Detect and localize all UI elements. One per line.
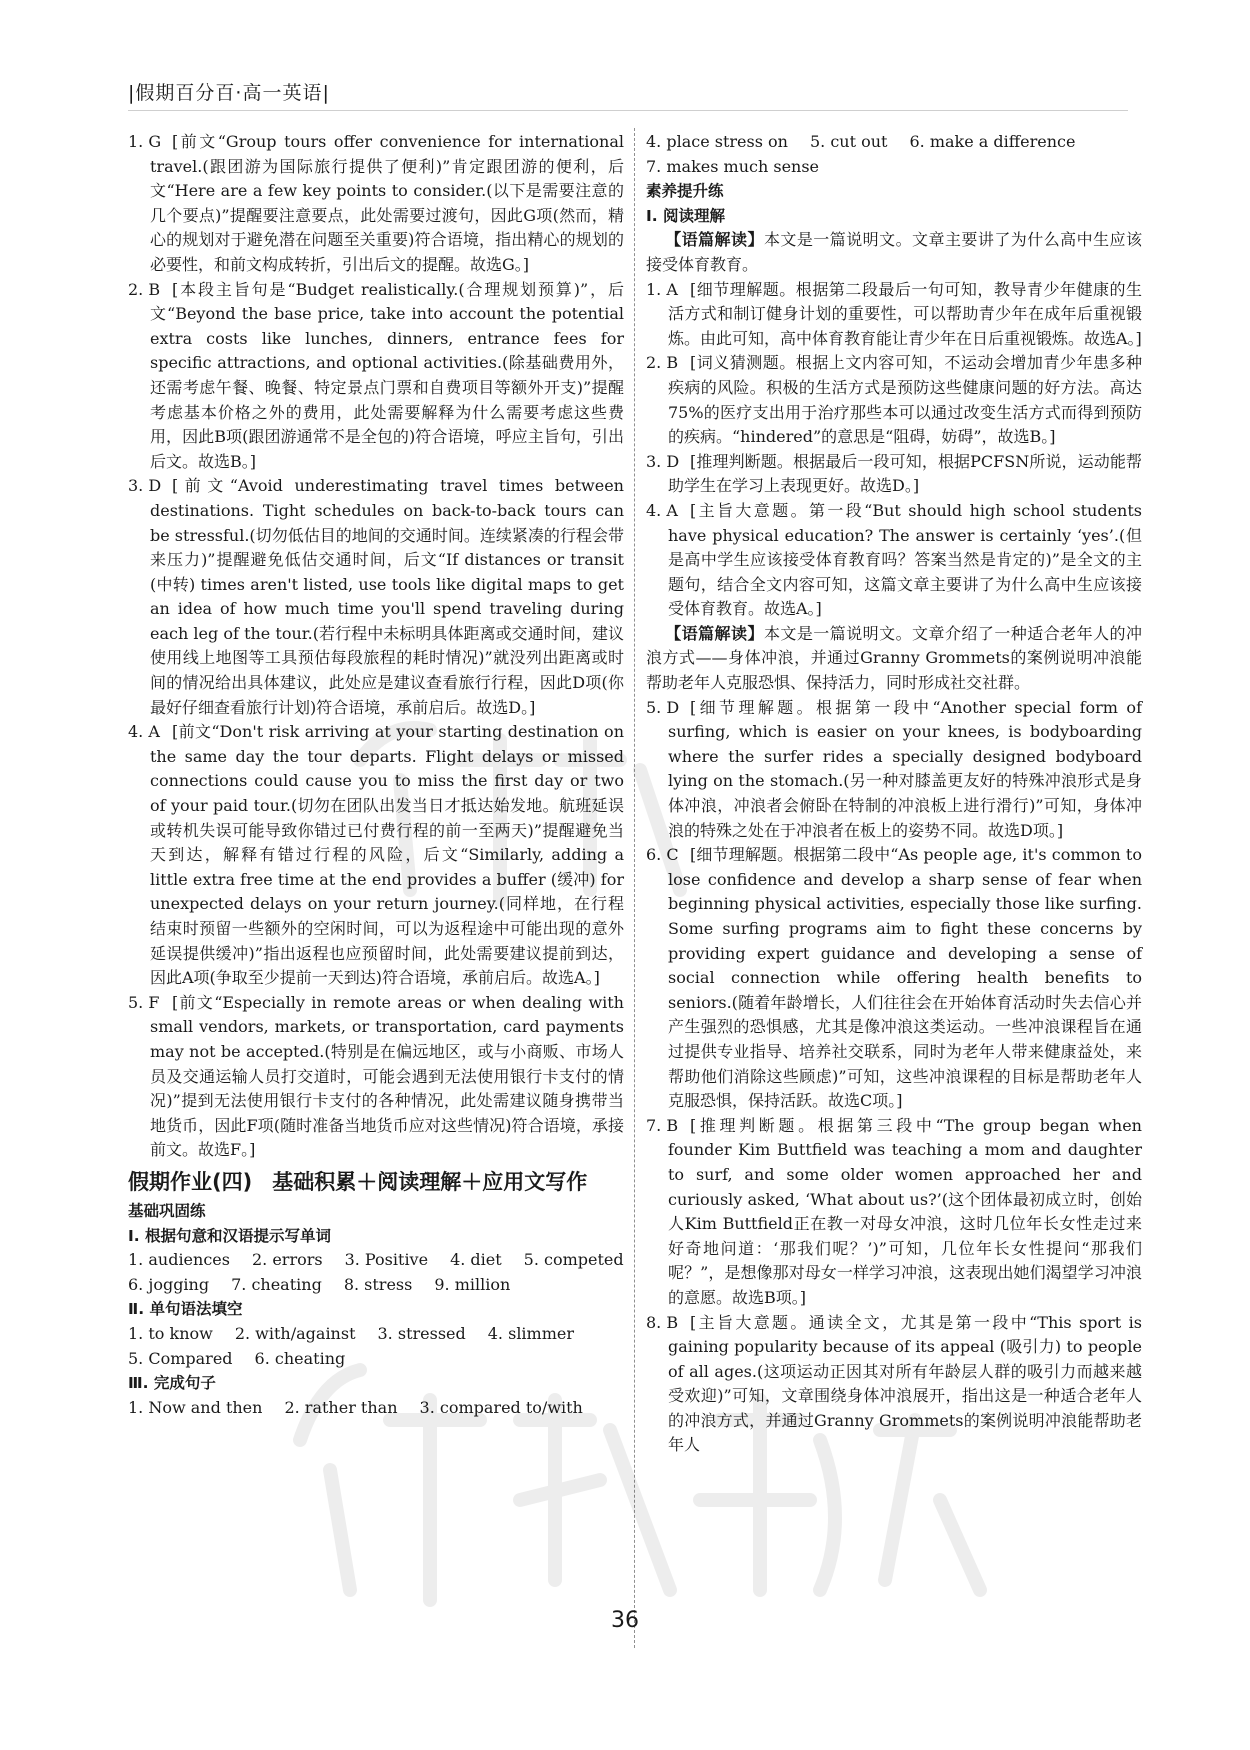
answer-number: 8. B <box>646 1312 679 1332</box>
answer: 3. Positive <box>344 1250 429 1270</box>
answer-item <box>646 351 1142 449</box>
answer-row <box>128 1322 624 1347</box>
answer: 1. audiences <box>128 1250 230 1270</box>
answer: 1. Now and then <box>128 1397 263 1417</box>
running-header: |假期百分百·高一英语| <box>128 82 330 104</box>
answer-number: 4. A <box>128 722 160 742</box>
answer-explanation: [主旨大意题。第一段“But should high school students have physical education? The answer is certainly ‘yes’.(但是高中学生应该接受体育教育吗？答案当然是肯定的)”是全文的主题句，结合全文内容可知，这篇文章主要讲了为什么高中生应该接受体育教育。故选A。] <box>668 500 1142 619</box>
answer-explanation: [细节理解题。根据第二段最后一句可知，教导青少年健康的生活方式和制订健身计划的重要性，可以帮助青少年在成年后重视锻炼。由此可知，高中体育教育能让青少年在日后重视锻炼。故选A。] <box>668 279 1142 348</box>
answer-item <box>128 278 624 475</box>
answer-number: 4. A <box>646 500 678 520</box>
passage-analysis <box>646 228 1142 277</box>
answer: 2. errors <box>251 1250 323 1270</box>
page-number: 36 <box>611 1608 639 1633</box>
passage-summary: 本文是一篇说明文。文章介绍了一种适合老年人的冲浪方式——身体冲浪，并通过Granny Grommets的案例说明冲浪能帮助老年人克服恐惧、保持活力，同时形成社交社群。 <box>646 623 1142 693</box>
answer: 7. cheating <box>231 1274 322 1294</box>
answer-explanation: [前文“Especially in remote areas or when dealing with small vendors, markets, or transportation, card payments may not be accepted.(特别是在偏远地区，或与小商贩、市场人员及交通运输人员打交道时，可能会遇到无法使用银行卡支付的情况)”提到无法使用银行卡支付的各种情况，此处需建议随身携带当地货币，因此F项(随时准备当地货币应对这些情况)符合语境，承接前文。故选F。] <box>150 992 624 1160</box>
answer: 6. jogging <box>128 1274 210 1294</box>
answer-item <box>646 1311 1142 1459</box>
answer-row <box>128 1347 624 1372</box>
answer-number: 3. D <box>128 476 162 496</box>
answer-number: 1. G <box>128 132 162 151</box>
answer-item <box>128 474 624 720</box>
header-rule <box>128 110 1128 111</box>
answer: 4. slimmer <box>487 1323 575 1343</box>
column-divider <box>634 128 635 1648</box>
answer: 9. million <box>434 1274 511 1294</box>
answer-row <box>128 1396 624 1421</box>
right-column <box>646 130 1142 1458</box>
answer-item <box>646 843 1142 1114</box>
answer-item <box>646 450 1142 499</box>
answer: 6. cheating <box>254 1348 346 1368</box>
part1-title: Ⅰ. 根据句意和汉语提示写单词 <box>128 1226 332 1245</box>
passage-label: 【语篇解读】 <box>665 230 764 250</box>
answer-explanation: [前文“Group tours offer convenience for international travel.(跟团游为国际旅行提供了便利)”肯定跟团游的便利，后文“Here are a few key points to consider.(以下是需要注意的几个要点)”提醒要注意要点，此处需要过渡句，因此G项(然而，精心的规划对于避免潜在问题至关重要)符合语境，指出精心的规划的必要性，和前文构成转折，引出后文的提醒。故选G。] <box>150 132 624 274</box>
answer: 4. place stress on <box>646 132 788 151</box>
part3-title: Ⅲ. 完成句子 <box>128 1374 216 1393</box>
answer-number: 2. B <box>128 279 161 299</box>
improve-practice-title: 素养提升练 <box>646 182 724 201</box>
answer-explanation: [细节理解题。根据第二段中“As people age, it's common to lose confidence and develop a sharp sense of fear when beginning physical activities, especially those like surfing. Some surfing programs aim to fight these concerns by providing expert guidance and developing a sense of social connection while offering health benefits to seniors.(随着年龄增长，人们往往会在开始体育活动时失去信心并产生强烈的恐惧感，尤其是像冲浪这类运动。一些冲浪课程旨在通过提供专业指导、培养社交联系，同时为老年人带来健康益处，来帮助他们消除这些顾虑)”可知，这些冲浪课程的目标是帮助老年人克服恐惧，保持活跃。故选C项。] <box>668 845 1142 1111</box>
answer-explanation: [前文“Don't risk arriving at your starting destination on the same day the tour departs. Flight delays or missed connections could cause you to miss the first day or two of your paid tour.(切勿在团队出发当日才抵达始发地。航班延误或转机失误可能导致你错过已付费行程的前一至两天)”提醒避免当天到达，解释有错过行程的风险，后文“Similarly, adding a little extra free time at the end provides a buffer (缓冲) for unexpected delays on your return journey.(同样地，在行程结束时预留一些额外的空闲时间，可以为返程途中可能出现的意外延误提供缓冲)”指出返程也应预留时间，此处需要建议提前到达，因此A项(争取至少提前一天到达)符合语境，承前启后。故选A。] <box>150 722 624 988</box>
answer-explanation: [细节理解题。根据第一段中“Another special form of surfing, which is easier on your knees, is bodyboarding where the surfer rides a specially designed bodyboard lying on the stomach.(另一种对膝盖更友好的特殊冲浪形式是身体冲浪，冲浪者会俯卧在特制的冲浪板上进行滑行)”可知，身体冲浪的特殊之处在于冲浪者在板上的姿势不同。故选D项。] <box>668 697 1142 840</box>
answer-row <box>128 1273 624 1298</box>
answer-number: 3. D <box>646 451 680 471</box>
answer-explanation: [前文“Avoid underestimating travel times between destinations. Tight schedules on back-to-back tours can be stressful.(切勿低估目的地间的交通时间。连续紧凑的行程会带来压力)”提醒避免低估交通时间，后文“If distances or transit (中转) times aren't listed, use tools like digital maps to get an idea of how much time you'll spend traveling during each leg of the tour.(若行程中未标明具体距离或交通时间，建议使用线上地图等工具预估每段旅程的耗时情况)”就没列出距离或时间的情况给出具体建议，此处应是建议查看旅行行程，因此D项(你最好仔细查看旅行计划)符合语境，承前启后。故选D。] <box>150 476 624 717</box>
answer-row <box>128 1248 624 1273</box>
basic-practice-title: 基础巩固练 <box>128 1201 206 1220</box>
answer: 5. competed <box>523 1250 624 1270</box>
answer: 2. rather than <box>284 1397 398 1417</box>
answer-explanation: [词义猜测题。根据上文内容可知，不运动会增加青少年患多种疾病的风险。积极的生活方式是预防这些健康问题的好方法。高达75%的医疗支出用于治疗那些本可以通过改变生活方式而得到预防的疾病。“hindered”的意思是“阻碍，妨碍”，故选B。] <box>668 353 1142 447</box>
answer: 1. to know <box>128 1323 213 1343</box>
answer-number: 5. D <box>646 697 680 717</box>
answer: 3. compared to/with <box>419 1397 583 1417</box>
section-subtitle: 基础积累＋阅读理解＋应用文写作 <box>272 1169 588 1194</box>
section-title: 假期作业(四) <box>128 1169 253 1194</box>
answer-number: 6. C <box>646 845 679 865</box>
answer-item <box>646 499 1142 622</box>
answer: 6. make a difference <box>909 132 1076 151</box>
part2-title: Ⅱ. 单句语法填空 <box>128 1300 243 1319</box>
answer-item <box>128 130 624 278</box>
answer-explanation: [主旨大意题。通读全文，尤其是第一段中“This sport is gaining popularity because of its appeal (吸引力) to people of all ages.(这项运动正因其对所有年龄层人群的吸引力而越来越受欢迎)”可知，文章围绕身体冲浪展开，指出这是一种适合老年人的冲浪方式，并通过Granny Grommets的案例说明冲浪能帮助老年人 <box>668 1312 1142 1455</box>
answer-number: 5. F <box>128 992 160 1012</box>
answer-row <box>646 130 1142 155</box>
answer: 2. with/against <box>234 1323 356 1343</box>
passage-label: 【语篇解读】 <box>665 623 764 643</box>
answer-number: 1. A <box>646 279 678 299</box>
answer-explanation: [本段主旨句是“Budget realistically.(合理规划预算)”，后文“Beyond the base price, take into account the potential extra costs like lunches, dinners, entrance fees for specific attractions, and optional activities.(除基础费用外，还需考虑午餐、晚餐、特定景点门票和自费项目等额外开支)”提醒考虑基本价格之外的费用，此处需要解释为什么需要考虑这些费用，因此B项(跟团游通常不是全包的)符合语境，呼应主旨句，引出后文。故选B。] <box>150 279 624 471</box>
passage-analysis <box>646 622 1142 696</box>
answer-item <box>128 991 624 1163</box>
passage-summary: 本文是一篇说明文。文章主要讲了为什么高中生应该接受体育教育。 <box>646 230 1142 274</box>
answer-item <box>646 696 1142 844</box>
answer-item <box>128 720 624 991</box>
answer: 4. diet <box>450 1250 502 1270</box>
answer: 5. Compared <box>128 1348 233 1368</box>
answer: 3. stressed <box>377 1323 466 1343</box>
answer-explanation: [推理判断题。根据最后一段可知，根据PCFSN所说，运动能帮助学生在学习上表现更好。故选D。] <box>668 451 1142 496</box>
answer-number: 7. B <box>646 1115 679 1135</box>
answer-item <box>646 278 1142 352</box>
answer: 5. cut out <box>809 132 888 151</box>
reading-title: Ⅰ. 阅读理解 <box>646 206 726 225</box>
left-column <box>128 130 624 1420</box>
answer-number: 2. B <box>646 353 679 373</box>
answer: 7. makes much sense <box>646 156 820 176</box>
answer-explanation: [推理判断题。根据第三段中“The group began when founder Kim Buttfield was teaching a mom and daughter to surf, and some older women approached her and curiously asked, ‘What about us?’(这个团体最初成立时，创始人Kim Buttfield正在教一对母女冲浪，这时几位年长女性走过来好奇地问道：‘那我们呢？’)”可知，几位年长女性提问“那我们呢？”，是想像那对母女一样学习冲浪，这表现出她们渴望学习冲浪的意愿。故选B项。] <box>668 1115 1142 1307</box>
section-heading <box>128 1167 624 1197</box>
answer-item <box>646 1114 1142 1311</box>
answer: 8. stress <box>343 1274 413 1294</box>
